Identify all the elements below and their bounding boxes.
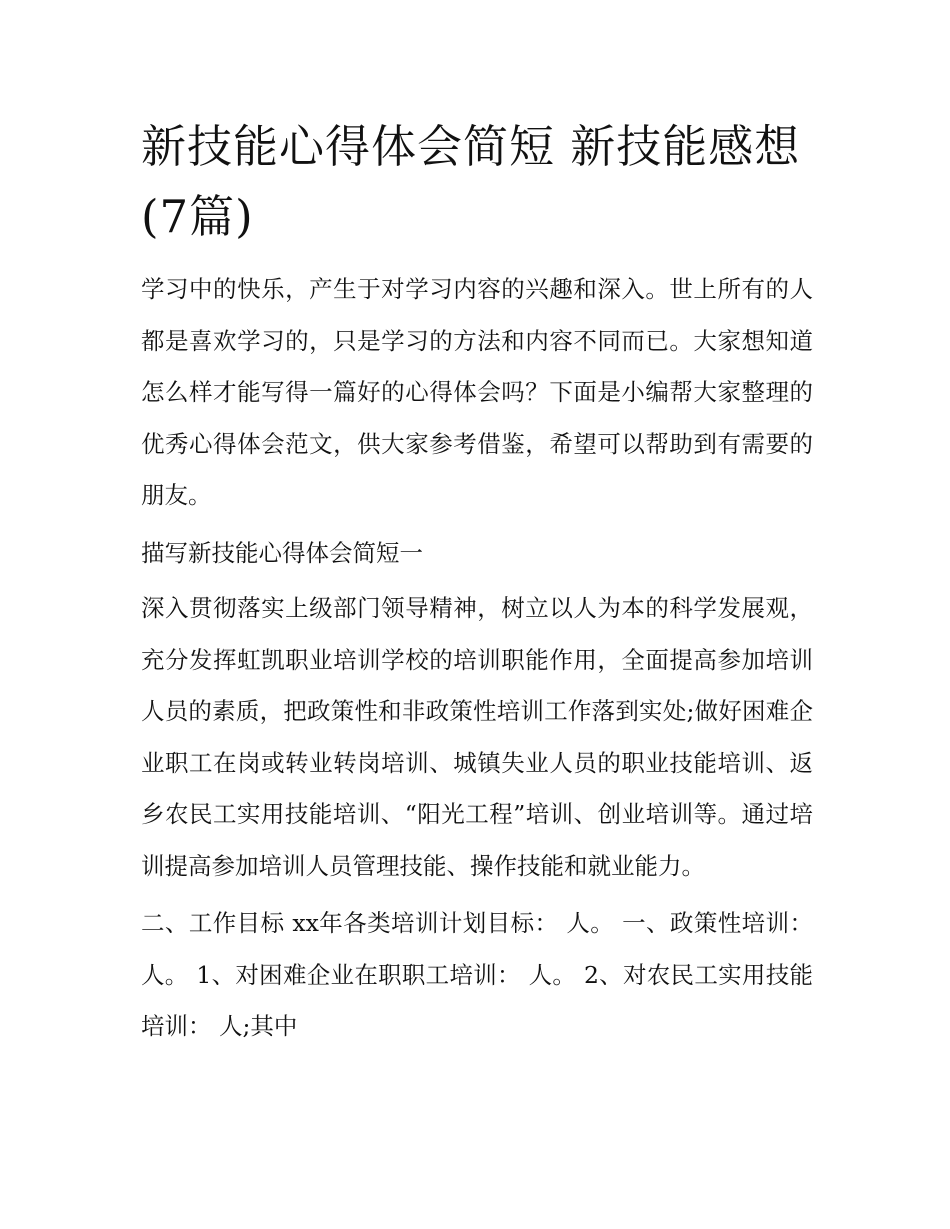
goals-paragraph: 二、工作目标 xx年各类培训计划目标： 人。 一、政策性培训： 人。 1、对困难企业在职职工培训： 人。 2、对农民工实用技能培训： 人;其中	[141, 909, 813, 1040]
intro-paragraph: 学习中的快乐，产生于对学习内容的兴趣和深入。世上所有的人都是喜欢学习的，只是学习的方法和内容不同而已。大家想知道怎么样才能写得一篇好的心得体会吗？下面是小编帮大家整理的优秀心得体会范文，供大家参考借鉴，希望可以帮助到有需要的朋友。	[141, 275, 813, 509]
body-paragraph: 深入贯彻落实上级部门领导精神，树立以人为本的科学发展观，充分发挥虹凯职业培训学校的培训职能作用，全面提高参加培训人员的素质，把政策性和非政策性培训工作落到实处;做好困难企业职工在岗或转业转岗培训、城镇失业人员的职业技能培训、返乡农民工实用技能培训、“阳光工程”培训、创业培训等。通过培训提高参加培训人员管理技能、操作技能和就业能力。	[141, 594, 813, 880]
document-title: 新技能心得体会简短 新技能感想(7篇)	[141, 120, 801, 243]
document-body	[141, 112, 813, 1059]
section-heading: 描写新技能心得体会简短一	[141, 538, 423, 567]
